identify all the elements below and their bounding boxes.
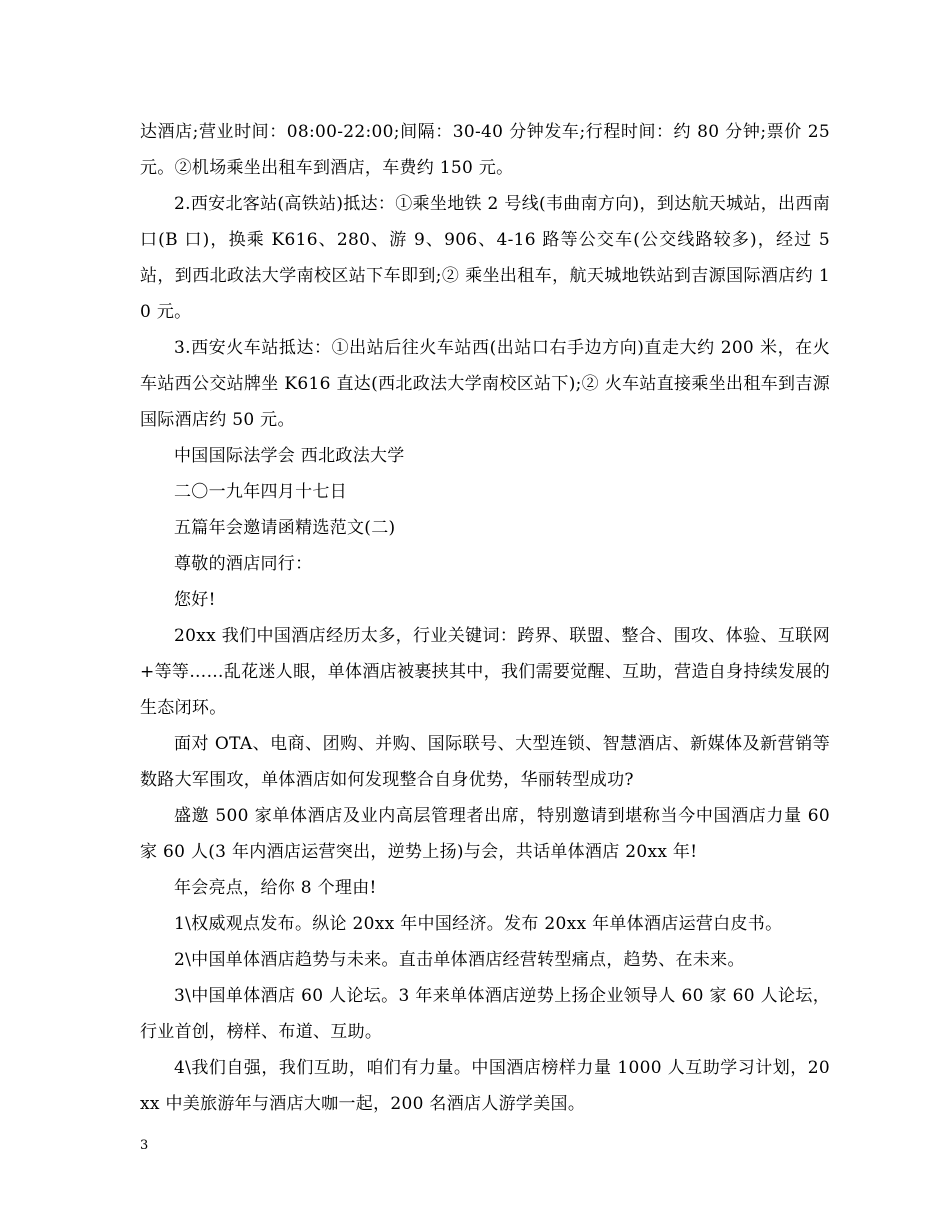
paragraph: 20xx 我们中国酒店经历太多，行业关键词：跨界、联盟、整合、围攻、体验、互联网+等等……乱花迷人眼，单体酒店被裹挟其中，我们需要觉醒、互助，营造自身持续发展的生态闭环。 (140, 626, 830, 718)
section-title: 五篇年会邀请函精选范文(二) (174, 518, 396, 538)
paragraph: 年会亮点，给你 8 个理由! (174, 878, 377, 898)
paragraph: 面对 OTA、电商、团购、并购、国际联号、大型连锁、智慧酒店、新媒体及新营销等数路大军围攻，单体酒店如何发现整合自身优势，华丽转型成功? (140, 734, 830, 790)
list-item: 3\中国单体酒店 60 人论坛。3 年来单体酒店逆势上扬企业领导人 60 家 60 人论坛，行业首创，榜样、布道、互助。 (140, 986, 830, 1042)
greeting: 您好! (174, 590, 216, 610)
salutation: 尊敬的酒店同行： (174, 554, 313, 574)
document-body (140, 114, 830, 1122)
page-number: 3 (140, 1138, 149, 1153)
paragraph: 2.西安北客站(高铁站)抵达：①乘坐地铁 2 号线(韦曲南方向)，到达航天城站，出西南口(B 口)，换乘 K616、280、游 9、906、4-16 路等公交车(公交线路较多)，经过 5 站，到西北政法大学南校区站下车即到;② 乘坐出租车，航天城地铁站到吉源国际酒店约 10 元。 (140, 194, 830, 322)
signature-organizations: 中国国际法学会 西北政法大学 (174, 446, 405, 466)
paragraph: 盛邀 500 家单体酒店及业内高层管理者出席，特别邀请到堪称当今中国酒店力量 60 家 60 人(3 年内酒店运营突出，逆势上扬)与会，共话单体酒店 20xx 年! (140, 806, 830, 862)
list-item: 4\我们自强，我们互助，咱们有力量。中国酒店榜样力量 1000 人互助学习计划，20xx 中美旅游年与酒店大咖一起，200 名酒店人游学美国。 (140, 1058, 830, 1114)
signature-date: 二〇一九年四月十七日 (174, 482, 347, 502)
paragraph: 达酒店;营业时间：08:00-22:00;间隔：30-40 分钟发车;行程时间：约 80 分钟;票价 25 元。②机场乘坐出租车到酒店，车费约 150 元。 (140, 122, 830, 178)
paragraph: 3.西安火车站抵达：①出站后往火车站西(出站口右手边方向)直走大约 200 米，在火车站西公交站牌坐 K616 直达(西北政法大学南校区站下);② 火车站直接乘坐出租车到吉源国际酒店约 50 元。 (140, 338, 830, 430)
list-item: 1\权威观点发布。纵论 20xx 年中国经济。发布 20xx 年单体酒店运营白皮书。 (174, 914, 783, 934)
list-item: 2\中国单体酒店趋势与未来。直击单体酒店经营转型痛点，趋势、在未来。 (174, 950, 745, 970)
